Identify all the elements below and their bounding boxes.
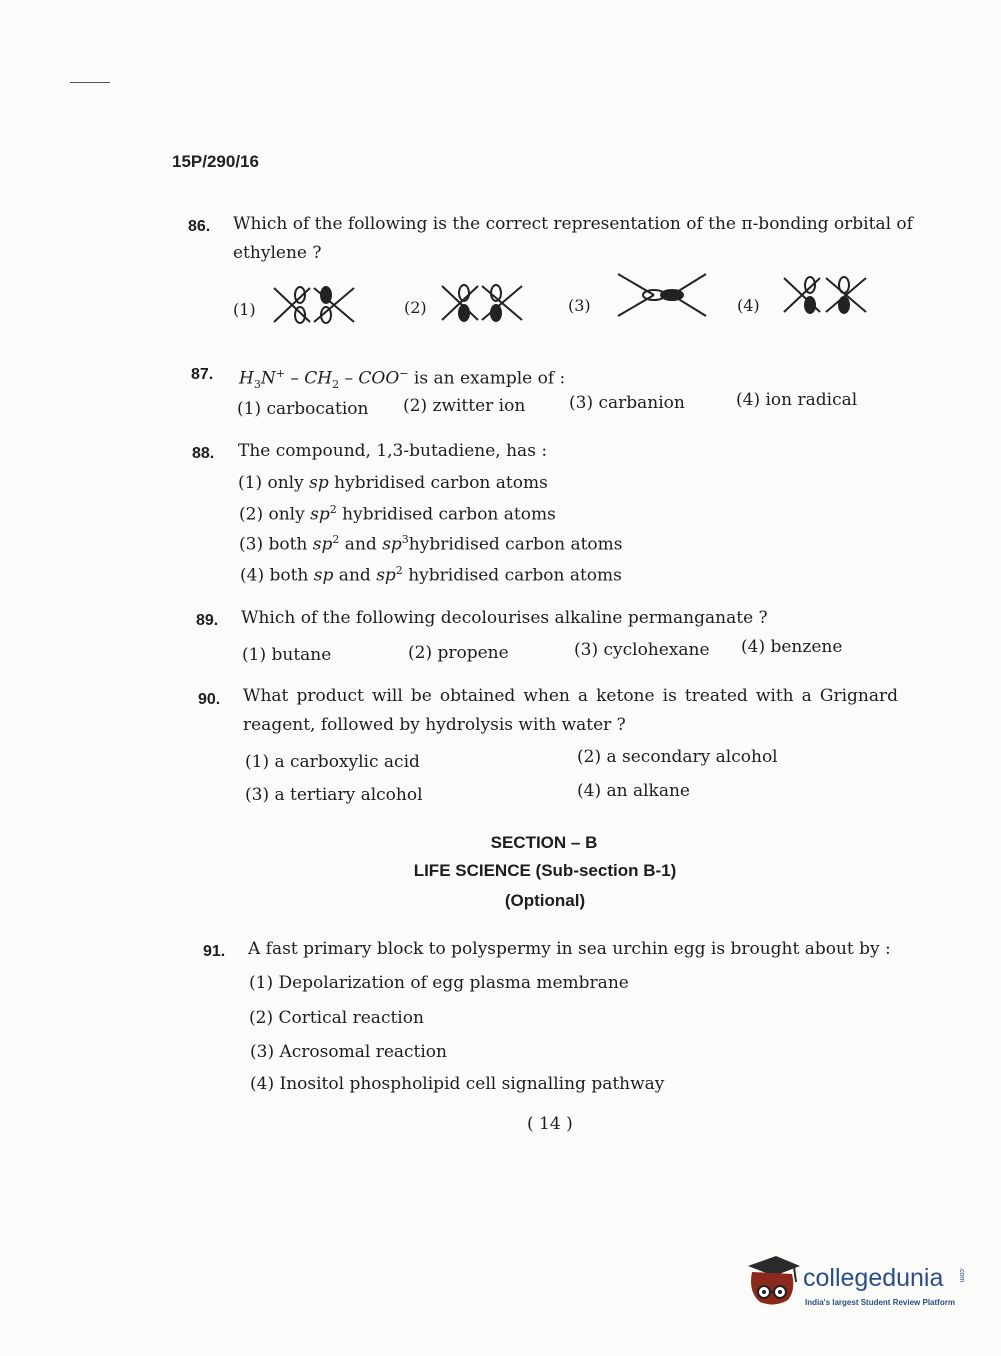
q87-option-2: (2) zwitter ion — [403, 396, 526, 416]
q88-option-1 — [238, 473, 548, 493]
q88-option-4-sp: sp — [313, 565, 334, 586]
q88-option-4-post: hybridised carbon atoms — [402, 565, 622, 586]
question-number-91: 91. — [203, 943, 226, 960]
q89-option-4: (4) benzene — [741, 637, 843, 657]
question-number-87: 87. — [191, 366, 214, 383]
q87-option-3: (3) carbanion — [569, 393, 685, 413]
q86-option-1-orbital-diagram — [270, 282, 360, 328]
q86-option-3-orbital-diagram — [614, 270, 710, 320]
q88-option-2-sp: sp — [310, 504, 330, 525]
formula-ch-sub: 2 — [332, 378, 340, 392]
paper-code: 15P/290/16 — [172, 152, 259, 171]
brand-name: collegedunia — [803, 1264, 944, 1292]
q88-option-4-sup2: 2 — [395, 564, 403, 577]
q86-option-4-label: (4) — [737, 296, 760, 315]
question-number-88: 88. — [192, 445, 215, 462]
q88-option-4-pre: (4) both — [240, 565, 314, 586]
question-86-line-2: ethylene ? — [233, 243, 322, 263]
section-subtitle: LIFE SCIENCE (Sub-section B-1) — [413, 861, 677, 880]
section-optional-note: (Optional) — [504, 891, 586, 910]
question-88-text: The compound, 1,3-butadiene, has : — [238, 441, 548, 461]
q87-option-4: (4) ion radical — [736, 390, 858, 410]
q91-option-4: (4) Inositol phospholipid cell signalling pathway — [250, 1074, 665, 1094]
formula-coo: – COO — [339, 368, 400, 389]
q88-option-2-sup: 2 — [329, 503, 337, 516]
q87-option-1: (1) carbocation — [237, 399, 369, 419]
q86-option-1-label: (1) — [233, 300, 256, 319]
q88-option-3-post: hybridised carbon atoms — [408, 534, 623, 555]
q88-option-3-sp2: sp — [382, 534, 402, 555]
q88-option-3-mid: and — [339, 534, 383, 555]
question-number-86: 86. — [188, 218, 211, 235]
q88-option-3 — [239, 533, 622, 555]
q90-option-1: (1) a carboxylic acid — [245, 752, 420, 772]
margin-rule — [70, 82, 110, 83]
question-91-text: A fast primary block to polyspermy in sea urchin egg is brought about by : — [248, 939, 891, 959]
section-title: SECTION – B — [490, 833, 598, 852]
q91-option-1: (1) Depolarization of egg plasma membrane — [249, 973, 629, 993]
q90-option-2: (2) a secondary alcohol — [577, 747, 778, 767]
q86-option-2-orbital-diagram — [438, 280, 526, 326]
question-86-line-1: Which of the following is the correct representation of the π-bonding orbital of — [233, 214, 913, 234]
formula-ch: – CH — [284, 368, 333, 389]
q89-option-1: (1) butane — [242, 645, 332, 665]
q88-option-1-pre: (1) only — [238, 473, 310, 493]
q86-option-2-label: (2) — [404, 298, 427, 317]
formula-h-sub: 3 — [253, 378, 261, 392]
question-89-text: Which of the following decolourises alkaline permanganate ? — [241, 608, 768, 628]
q88-option-3-sp: sp — [312, 534, 333, 555]
q86-option-4-orbital-diagram — [780, 272, 870, 320]
question-90-line-1: What product will be obtained when a ketone is treated with a Grignard — [243, 686, 898, 706]
q88-option-4-sp2: sp — [376, 565, 396, 586]
q90-option-4: (4) an alkane — [577, 781, 690, 801]
q88-option-4-mid: and — [333, 565, 377, 586]
q88-option-2-pre: (2) only — [239, 504, 311, 525]
formula-n-sup: + — [275, 367, 285, 380]
question-90-text — [243, 682, 898, 740]
formula-h: H — [239, 368, 254, 389]
q88-option-1-post: hybridised carbon atoms — [328, 473, 548, 493]
mascot-logo-icon — [742, 1252, 802, 1308]
page-number: ( 14 ) — [527, 1114, 573, 1134]
q88-option-3-sup: 2 — [332, 533, 340, 546]
formula-n: N — [260, 368, 276, 389]
question-number-89: 89. — [196, 612, 219, 629]
q88-option-1-sp: sp — [309, 473, 329, 493]
q89-option-2: (2) propene — [408, 643, 509, 663]
q89-option-3: (3) cyclohexane — [574, 640, 710, 660]
q91-option-2: (2) Cortical reaction — [249, 1008, 424, 1028]
question-87-text — [239, 359, 565, 399]
q90-option-3: (3) a tertiary alcohol — [245, 785, 423, 805]
q88-option-2-post: hybridised carbon atoms — [336, 504, 556, 525]
q88-option-3-sup2: 3 — [401, 533, 409, 546]
question-90-line-2: reagent, followed by hydrolysis with water ? — [243, 715, 626, 735]
q91-option-3: (3) Acrosomal reaction — [250, 1042, 447, 1062]
brand-tagline: India's largest Student Review Platform — [805, 1298, 955, 1307]
q86-option-3-label: (3) — [568, 296, 591, 315]
brand-com: .com — [958, 1267, 965, 1283]
question-86-text — [233, 210, 913, 268]
q88-option-4 — [240, 564, 622, 586]
question-87-tail: is an example of : — [408, 368, 566, 389]
question-number-90: 90. — [198, 691, 221, 708]
q88-option-2 — [239, 503, 556, 525]
q88-option-3-pre: (3) both — [239, 534, 313, 555]
formula-coo-sup: − — [399, 367, 409, 380]
